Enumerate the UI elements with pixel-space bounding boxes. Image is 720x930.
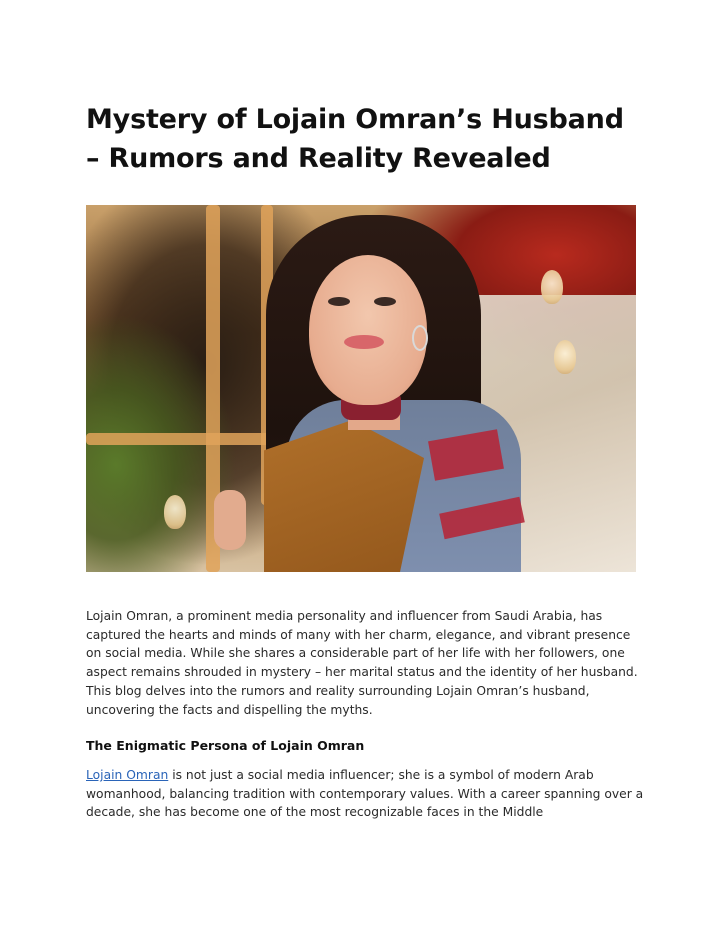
section-paragraph-text: is not just a social media influencer; she is a symbol of modern Arab womanhood, balancing tradition with contemporary values. With a career spanning over a decade, she has become one of the most recognizable faces in the Middle: [86, 768, 644, 820]
photo-wooden-beam: [86, 433, 276, 445]
article-title: Mystery of Lojain Omran’s Husband – Rumors and Reality Revealed: [86, 104, 624, 174]
photo-subject-eye: [328, 297, 350, 306]
photo-subject-eye: [374, 297, 396, 306]
section-heading: The Enigmatic Persona of Lojain Omran: [86, 738, 365, 753]
lojain-omran-link[interactable]: Lojain Omran: [86, 768, 169, 782]
photo-lamp: [164, 495, 186, 529]
photo-subject-lips: [344, 335, 384, 349]
photo-lamp: [554, 340, 576, 374]
photo-subject-hand: [214, 490, 246, 550]
intro-paragraph: Lojain Omran, a prominent media personality and influencer from Saudi Arabia, has captured the hearts and minds of many with her charm, elegance, and vibrant presence on social media. While she shares a considerable part of her life with her followers, one aspect remains shrouded in mystery – her marital status and the identity of her husband. This blog delves into the rumors and reality surrounding Lojain Omran’s husband, uncovering the facts and dispelling the myths.: [86, 609, 638, 717]
article-photo: [86, 205, 636, 572]
photo-lamp: [541, 270, 563, 304]
photo-subject-earring: [412, 325, 428, 351]
section-paragraph: [86, 766, 646, 822]
photo-subject-face: [309, 255, 427, 405]
